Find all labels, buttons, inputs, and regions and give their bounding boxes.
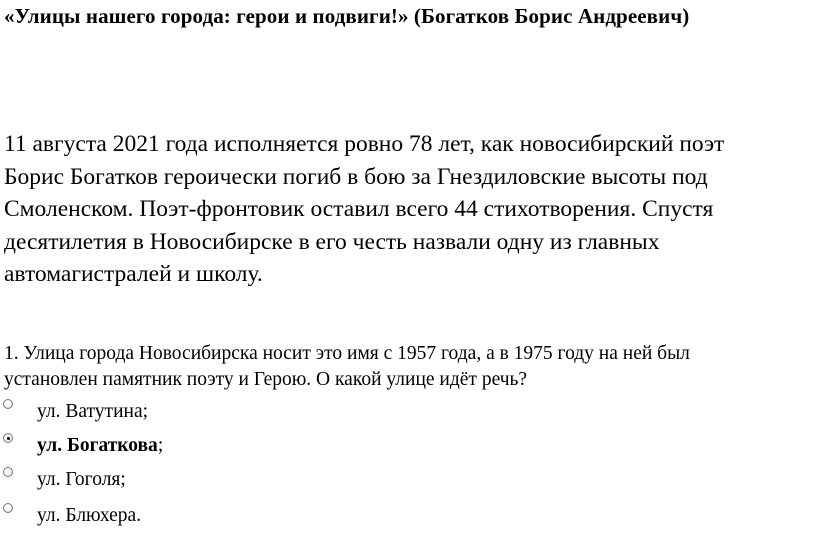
radio-button-icon[interactable] [3, 467, 13, 477]
answer-option-blyukhera[interactable] [0, 503, 300, 533]
intro-line: 11 августа 2021 года исполняется ровно 78 лет, как новосибирский поэт [4, 131, 725, 157]
radio-button-icon[interactable] [3, 503, 13, 513]
question-line: 1. Улица города Новосибирска носит это имя с 1957 года, а в 1975 году на ней был [4, 343, 690, 364]
radio-button-icon[interactable] [3, 399, 13, 409]
answer-option-bogatkova[interactable] [0, 433, 300, 463]
title-author-name: Борис Андреевич) [514, 4, 690, 28]
answer-option-label: ул. Богаткова; [37, 435, 164, 456]
answer-option-vatutina[interactable] [0, 399, 300, 429]
intro-line: Борис Богатков героически погиб в бою за Гнездиловские высоты под [4, 163, 708, 190]
intro-line: десятилетия в Новосибирске в его честь назвали одну из главных [4, 228, 660, 255]
title-main: «Улицы нашего города: герои и подвиги!» (Богатков [4, 4, 510, 28]
question-text [4, 341, 804, 393]
answer-option-label: ул. Блюхера. [37, 505, 142, 526]
question-line: установлен памятник поэту и Герою. О какой улице идёт речь? [4, 369, 528, 390]
radio-button-selected-icon[interactable] [3, 433, 13, 443]
intro-line: Смоленском. Поэт-фронтовик оставил всего 44 стихотворения. Спустя [4, 196, 714, 222]
intro-paragraph [4, 128, 794, 291]
answer-option-label: ул. Ватутина; [37, 401, 149, 422]
intro-line: автомагистралей и школу. [4, 261, 263, 287]
page-title [4, 4, 689, 29]
answer-option-label: ул. Гоголя; [37, 469, 126, 490]
answer-option-gogolya[interactable] [0, 467, 300, 497]
